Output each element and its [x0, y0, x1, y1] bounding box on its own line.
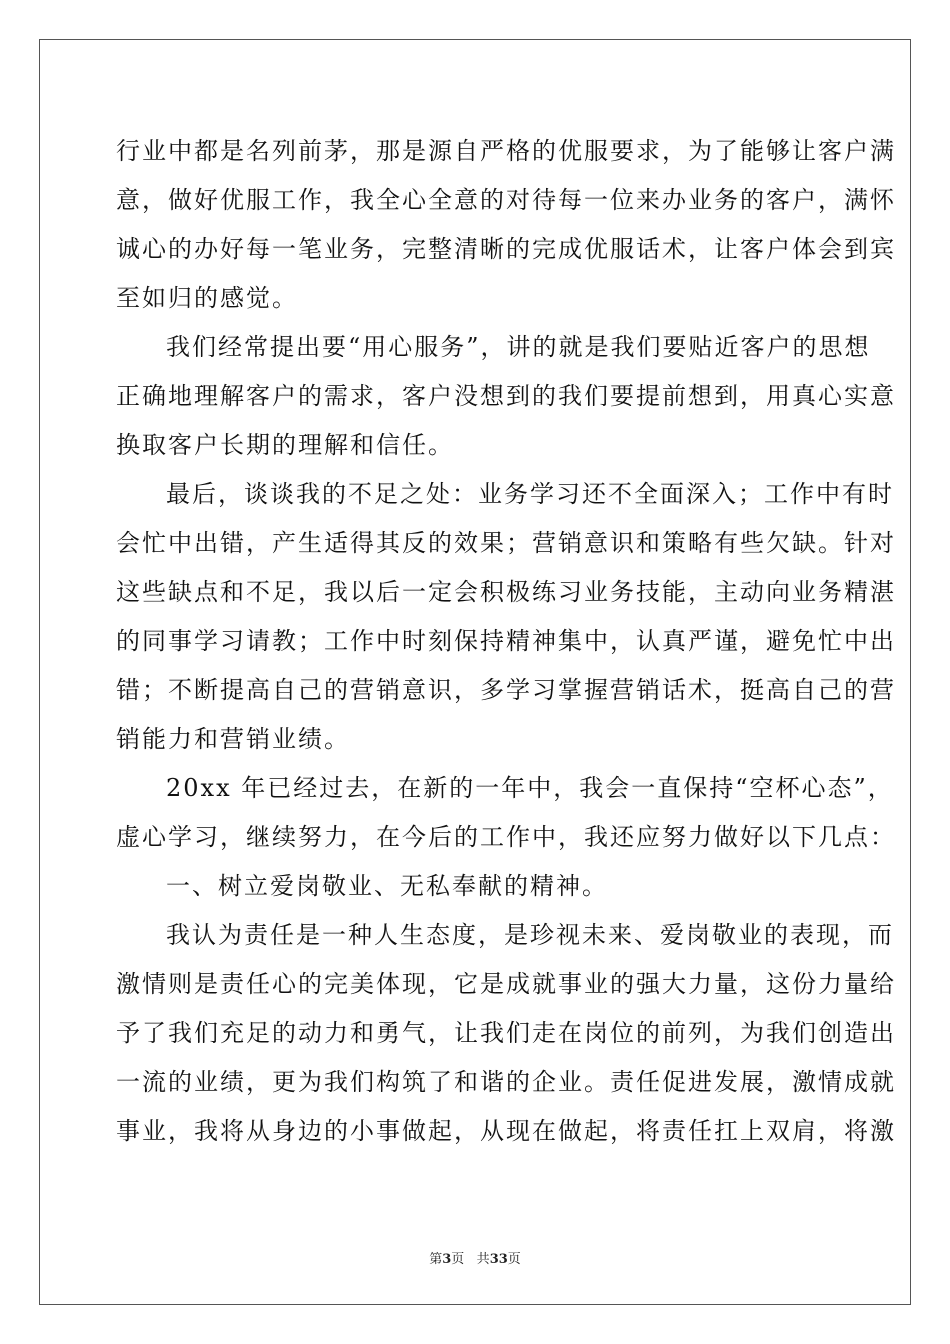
text-line: 销能力和营销业绩。 [116, 725, 350, 753]
total-pages-number: 33 [489, 1252, 508, 1267]
footer-total-suffix: 页 [507, 1252, 521, 1267]
text-line: 激情则是责任心的完美体现，它是成就事业的强大力量，这份力量给 [116, 970, 896, 998]
page-footer [0, 1248, 950, 1267]
text-line: 虚心学习，继续努力，在今后的工作中，我还应努力做好以下几点： [116, 823, 896, 851]
text-line: 行业中都是名列前茅，那是源自严格的优服要求，为了能够让客户满 [116, 137, 896, 165]
text-line: 一流的业绩，更为我们构筑了和谐的企业。责任促进发展，激情成就 [116, 1068, 896, 1096]
text-line: 错；不断提高自己的营销意识，多学习掌握营销话术，挺高自己的营 [116, 676, 896, 704]
text-line: 的同事学习请教；工作中时刻保持精神集中，认真严谨，避免忙中出 [116, 627, 896, 655]
text-line: 这些缺点和不足，我以后一定会积极练习业务技能，主动向业务精湛 [116, 578, 896, 606]
document-body [116, 127, 896, 1156]
text-line: 20xx 年已经过去，在新的一年中，我会一直保持“空杯心态”， [166, 774, 894, 802]
current-page-number: 3 [442, 1252, 452, 1267]
text-line: 会忙中出错，产生适得其反的效果；营销意识和策略有些欠缺。针对 [116, 529, 896, 557]
text-line: 诚心的办好每一笔业务，完整清晰的完成优服话术，让客户体会到宾 [116, 235, 896, 263]
section-heading: 一、树立爱岗敬业、无私奉献的精神。 [166, 872, 608, 900]
text-line: 换取客户长期的理解和信任。 [116, 431, 454, 459]
text-line: 我们经常提出要“用心服务”，讲的就是我们要贴近客户的思想 [166, 333, 871, 361]
text-line: 最后，谈谈我的不足之处：业务学习还不全面深入；工作中有时 [166, 480, 894, 508]
footer-prefix: 第 [429, 1252, 443, 1267]
text-line: 我认为责任是一种人生态度，是珍视未来、爱岗敬业的表现，而 [166, 921, 894, 949]
footer-total-prefix: 共 [476, 1252, 490, 1267]
text-line: 意，做好优服工作，我全心全意的对待每一位来办业务的客户，满怀 [116, 186, 896, 214]
text-line: 至如归的感觉。 [116, 284, 298, 312]
text-line: 事业，我将从身边的小事做起，从现在做起，将责任扛上双肩，将激 [116, 1117, 896, 1145]
text-line: 予了我们充足的动力和勇气，让我们走在岗位的前列，为我们创造出 [116, 1019, 896, 1047]
footer-page-suffix: 页 [451, 1252, 465, 1267]
text-line: 正确地理解客户的需求，客户没想到的我们要提前想到，用真心实意 [116, 382, 896, 410]
